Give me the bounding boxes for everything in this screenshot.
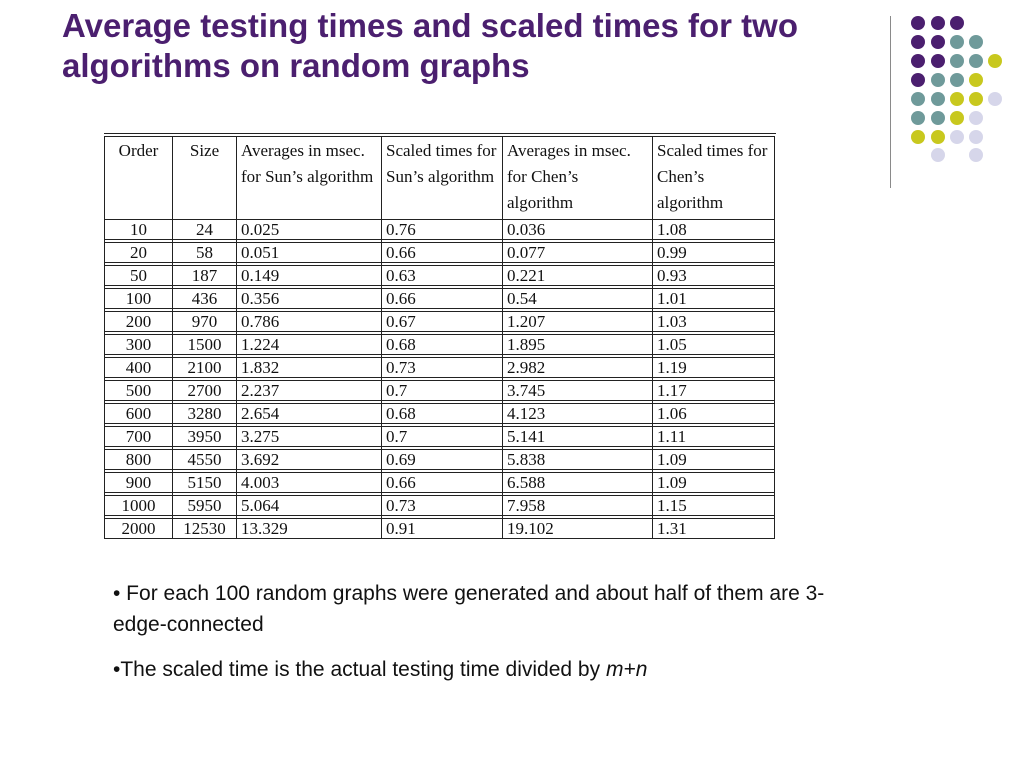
table-cell: 0.73 [381,357,502,378]
table-cell: 3.692 [236,449,381,470]
table-cell: 0.68 [381,334,502,355]
table-cell: 0.66 [381,472,502,493]
column-header [381,136,502,216]
decorative-dot [931,92,945,106]
decorative-dot [969,92,983,106]
decorative-dot [969,130,983,144]
table-cell: 4.123 [502,403,652,424]
table-cell: 0.786 [236,311,381,332]
table-row [104,334,775,355]
table-cell: 700 [104,426,172,447]
decorative-dot [950,35,964,49]
decorative-dot [969,35,983,49]
table-cell: 0.036 [502,220,652,240]
table-row [104,495,775,516]
table-cell: 1.01 [652,288,775,309]
decorative-dot [911,92,925,106]
decorative-dot [931,16,945,30]
table-cell: 1000 [104,495,172,516]
table-cell: 1.832 [236,357,381,378]
table-cell: 1.19 [652,357,775,378]
table-cell: 5150 [172,472,236,493]
decorative-dot [988,54,1002,68]
column-header [172,136,236,216]
table-cell: 300 [104,334,172,355]
decorative-dot [911,130,925,144]
table-cell: 12530 [172,518,236,539]
table-cell: 436 [172,288,236,309]
column-header [236,136,381,216]
table-cell: 1.05 [652,334,775,355]
table-cell: 0.73 [381,495,502,516]
table-cell: 970 [172,311,236,332]
table-cell: 0.221 [502,265,652,286]
table-cell: 10 [104,220,172,240]
table-cell: 900 [104,472,172,493]
table-top-rule [104,133,776,134]
table-cell: 600 [104,403,172,424]
table-cell: 5.064 [236,495,381,516]
column-header [652,136,775,216]
decorative-dot [911,73,925,87]
table-cell: 800 [104,449,172,470]
table-cell: 2700 [172,380,236,401]
column-header-label: Size [189,141,220,160]
table-cell: 19.102 [502,518,652,539]
table-cell: 1.09 [652,449,775,470]
table-cell: 58 [172,242,236,263]
decorative-dot [950,92,964,106]
table-cell: 0.99 [652,242,775,263]
table-cell: 1.207 [502,311,652,332]
table-cell: 1.03 [652,311,775,332]
decorative-dot [950,54,964,68]
note-generation: • For each 100 random graphs were generated and about half of them are 3-edge-connected [113,582,825,636]
table-cell: 2000 [104,518,172,539]
table-cell: 24 [172,220,236,240]
table-cell: 0.051 [236,242,381,263]
table-cell: 0.76 [381,220,502,240]
table-row [104,220,775,240]
table-cell: 1.11 [652,426,775,447]
decorative-dot [931,148,945,162]
table-cell: 0.66 [381,242,502,263]
table-row [104,403,775,424]
table-cell: 500 [104,380,172,401]
table-row [104,449,775,470]
decorative-dot [911,111,925,125]
table-cell: 0.66 [381,288,502,309]
decorative-dot [969,148,983,162]
decorative-dot [950,73,964,87]
table-cell: 20 [104,242,172,263]
notes [113,578,833,699]
table-cell: 0.91 [381,518,502,539]
results-table-container [104,133,776,538]
decorative-dot [988,92,1002,106]
decorative-dot [950,130,964,144]
table-cell: 0.025 [236,220,381,240]
table-cell: 4.003 [236,472,381,493]
table-cell: 187 [172,265,236,286]
table-cell: 7.958 [502,495,652,516]
table-cell: 0.54 [502,288,652,309]
table-cell: 2100 [172,357,236,378]
table-cell: 3.745 [502,380,652,401]
table-cell: 0.67 [381,311,502,332]
decorative-dot [931,54,945,68]
decorative-dot [911,16,925,30]
table-cell: 1.31 [652,518,775,539]
table-cell: 3950 [172,426,236,447]
decorative-dot [969,111,983,125]
table-cell: 100 [104,288,172,309]
note-scaled-time [113,654,833,685]
table-cell: 0.63 [381,265,502,286]
table-cell: 5.141 [502,426,652,447]
table-row [104,380,775,401]
column-header-label: Scaled times for Sun’s algorithm [386,141,497,186]
table-cell: 2.654 [236,403,381,424]
decorative-dot [911,54,925,68]
slide-title: Average testing times and scaled times for two algorithms on random graphs [62,7,798,84]
table-cell: 200 [104,311,172,332]
table-header-row [104,136,775,216]
table-cell: 4550 [172,449,236,470]
table-cell: 0.93 [652,265,775,286]
table-cell: 5950 [172,495,236,516]
formula-m-plus-n: m+n [605,658,648,681]
decorative-dot [969,54,983,68]
table-cell: 0.077 [502,242,652,263]
column-header-label: Averages in msec. for Sun’s algorithm [241,141,374,186]
table-cell: 6.588 [502,472,652,493]
table-cell: 0.7 [381,380,502,401]
table-cell: 1.06 [652,403,775,424]
table-cell: 1.224 [236,334,381,355]
table-cell: 5.838 [502,449,652,470]
table-cell: 0.68 [381,403,502,424]
decorative-dot [931,111,945,125]
decorative-dot [950,16,964,30]
table-cell: 1.895 [502,334,652,355]
table-cell: 3280 [172,403,236,424]
table-cell: 400 [104,357,172,378]
table-cell: 0.7 [381,426,502,447]
column-header-label: Order [118,141,159,160]
table-cell: 13.329 [236,518,381,539]
table-cell: 2.982 [502,357,652,378]
note-scaled-time-text: •The scaled time is the actual testing time divided by [113,658,606,681]
table-row [104,357,775,378]
table-cell: 0.356 [236,288,381,309]
results-table [104,136,775,539]
table-row [104,311,775,332]
table-cell: 0.69 [381,449,502,470]
decorative-divider [890,16,891,188]
table-row [104,242,775,263]
decorative-dot [969,73,983,87]
column-header-label: Averages in msec. for Chen’s algorithm [507,141,631,212]
table-body [104,216,775,539]
decorative-dot [950,111,964,125]
decorative-dot [931,73,945,87]
table-cell: 1.15 [652,495,775,516]
table-cell: 1500 [172,334,236,355]
column-header-label: Scaled times for Chen’s algorithm [657,141,768,212]
decorative-dot [911,35,925,49]
decorative-dot [931,35,945,49]
table-cell: 1.08 [652,220,775,240]
column-header [104,136,172,216]
decorative-dot [931,130,945,144]
table-cell: 1.17 [652,380,775,401]
table-cell: 1.09 [652,472,775,493]
table-cell: 0.149 [236,265,381,286]
table-row [104,426,775,447]
table-row [104,472,775,493]
table-cell: 50 [104,265,172,286]
column-header [502,136,652,216]
table-row [104,518,775,539]
table-cell: 2.237 [236,380,381,401]
table-row [104,265,775,286]
table-cell: 3.275 [236,426,381,447]
table-row [104,288,775,309]
